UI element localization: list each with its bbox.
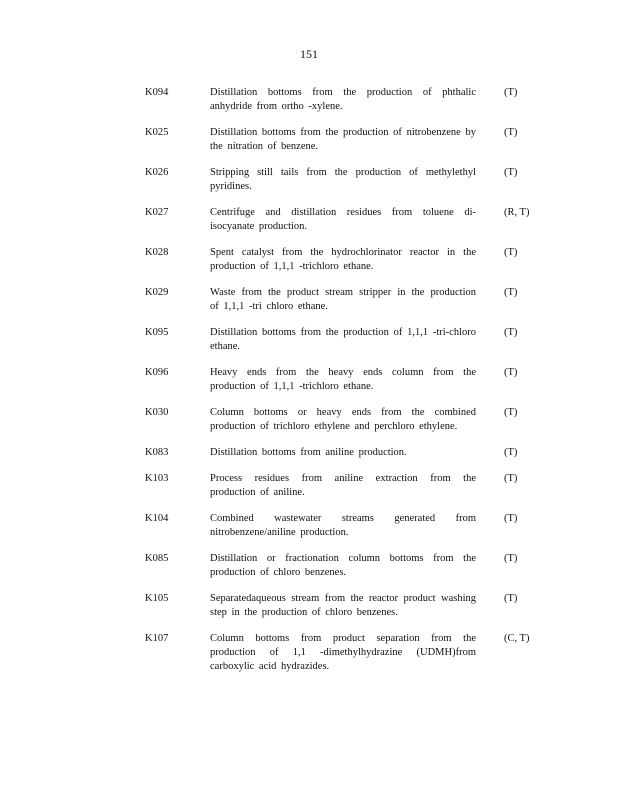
waste-code-list <box>0 86 618 686</box>
hazard-code: (T) <box>504 327 518 338</box>
list-item <box>0 446 618 472</box>
list-item <box>0 326 618 366</box>
waste-code: K103 <box>145 473 169 484</box>
list-item <box>0 552 618 592</box>
hazard-code: (T) <box>504 87 518 98</box>
waste-code: K028 <box>145 247 169 258</box>
hazard-code: (T) <box>504 407 518 418</box>
list-item <box>0 512 618 552</box>
waste-code: K094 <box>145 87 169 98</box>
list-item <box>0 592 618 632</box>
hazard-code: (T) <box>504 167 518 178</box>
waste-code: K085 <box>145 553 169 564</box>
hazard-code: (T) <box>504 127 518 138</box>
list-item <box>0 472 618 512</box>
waste-description: Waste from the product stream stripper in the production of 1,1,1 -tri chloro ethane. <box>210 287 476 312</box>
waste-code: K107 <box>145 633 169 644</box>
hazard-code: (T) <box>504 513 518 524</box>
waste-code: K026 <box>145 167 169 178</box>
waste-code: K083 <box>145 447 169 458</box>
list-item <box>0 406 618 446</box>
waste-description: Separatedaqueous stream from the reactor product washing step in the production of chloro benzenes. <box>210 593 476 618</box>
hazard-code: (T) <box>504 473 518 484</box>
list-item <box>0 366 618 406</box>
waste-description: Combined wastewater streams generated from nitrobenzene/aniline production. <box>210 513 476 538</box>
waste-code: K030 <box>145 407 169 418</box>
waste-description: Column bottoms or heavy ends from the combined production of trichloro ethylene and perchloro ethylene. <box>210 407 476 432</box>
hazard-code: (T) <box>504 553 518 564</box>
waste-description: Distillation bottoms from aniline production. <box>210 447 407 458</box>
page-number: 151 <box>300 47 318 61</box>
waste-code: K027 <box>145 207 169 218</box>
hazard-code: (T) <box>504 447 518 458</box>
hazard-code: (T) <box>504 367 518 378</box>
waste-description: Stripping still tails from the production of methylethyl pyridines. <box>210 167 476 192</box>
waste-description: Distillation or fractionation column bottoms from the production of chloro benzenes. <box>210 553 476 578</box>
list-item <box>0 126 618 166</box>
waste-description: Distillation bottoms from the production of 1,1,1 -tri-chloro ethane. <box>210 327 476 352</box>
hazard-code: (T) <box>504 247 518 258</box>
waste-code: K104 <box>145 513 169 524</box>
waste-description: Column bottoms from product separation from the production of 1,1 -dimethylhydrazine (UDMH)from carboxylic acid hydrazides. <box>210 633 476 672</box>
waste-description: Centrifuge and distillation residues from toluene di-isocyanate production. <box>210 207 476 232</box>
list-item <box>0 286 618 326</box>
hazard-code: (C, T) <box>504 633 530 644</box>
list-item <box>0 206 618 246</box>
waste-code: K025 <box>145 127 169 138</box>
waste-description: Distillation bottoms from the production of phthalic anhydride from ortho -xylene. <box>210 87 476 112</box>
waste-description: Heavy ends from the heavy ends column from the production of 1,1,1 -trichloro ethane. <box>210 367 476 392</box>
waste-description: Distillation bottoms from the production of nitrobenzene by the nitration of benzene. <box>210 127 476 152</box>
hazard-code: (R, T) <box>504 207 530 218</box>
waste-code: K095 <box>145 327 169 338</box>
list-item <box>0 166 618 206</box>
hazard-code: (T) <box>504 593 518 604</box>
list-item <box>0 632 618 686</box>
waste-code: K096 <box>145 367 169 378</box>
waste-code: K105 <box>145 593 169 604</box>
waste-description: Spent catalyst from the hydrochlorinator reactor in the production of 1,1,1 -trichloro ethane. <box>210 247 476 272</box>
waste-code: K029 <box>145 287 169 298</box>
list-item <box>0 86 618 126</box>
waste-description: Process residues from aniline extraction from the production of aniline. <box>210 473 476 498</box>
list-item <box>0 246 618 286</box>
hazard-code: (T) <box>504 287 518 298</box>
